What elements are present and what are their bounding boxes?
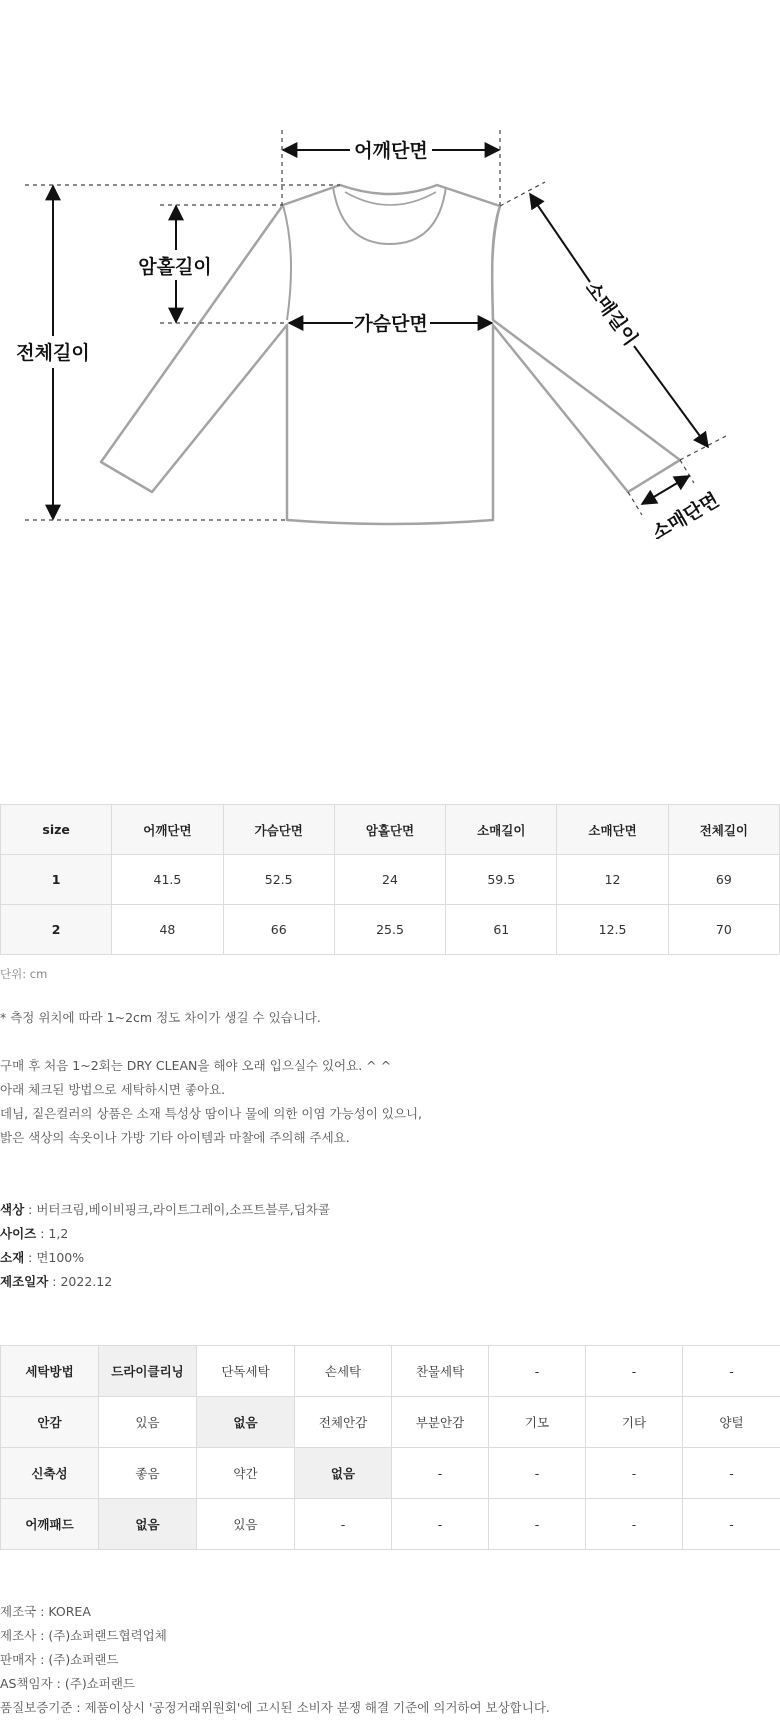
care-option-selected: 없음 xyxy=(295,1448,392,1499)
care-option: 있음 xyxy=(197,1499,295,1550)
sweater-outline xyxy=(101,185,680,524)
table-row xyxy=(1,1346,780,1397)
spec-value: : 버터크림,베이비핑크,라이트그레이,소프트블루,딥차콜 xyxy=(24,1202,330,1217)
care-option: - xyxy=(586,1499,683,1550)
care-note: 구매 후 처음 1~2회는 DRY CLEAN을 해야 오래 입으실수 있어요. ^ ^ xyxy=(0,1058,392,1073)
size-table-header: 암홀단면 xyxy=(334,805,445,855)
manufacturer-info xyxy=(0,1600,550,1720)
care-row-head: 세탁방법 xyxy=(1,1346,99,1397)
size-table-header: 소매길이 xyxy=(446,805,557,855)
size-table-header: 전체길이 xyxy=(668,805,779,855)
spec-material xyxy=(0,1246,330,1270)
table-cell: 70 xyxy=(668,905,779,955)
care-option: - xyxy=(489,1448,586,1499)
sleeve-length-label: 소매길이 xyxy=(580,277,642,350)
care-option: - xyxy=(295,1499,392,1550)
spec-label: 소재 xyxy=(0,1250,25,1265)
care-option: 부분안감 xyxy=(392,1397,489,1448)
notes-section xyxy=(0,1006,780,1150)
care-option: 단독세탁 xyxy=(197,1346,295,1397)
size-table-header: size xyxy=(1,805,112,855)
care-option: 양털 xyxy=(683,1397,780,1448)
care-option: 기모 xyxy=(489,1397,586,1448)
care-option: 좋음 xyxy=(99,1448,197,1499)
spec-date xyxy=(0,1270,330,1294)
garment-diagram xyxy=(0,120,780,620)
care-option: 약간 xyxy=(197,1448,295,1499)
spec-color xyxy=(0,1198,330,1222)
care-table xyxy=(0,1345,780,1550)
maker-country: 제조국 : KOREA xyxy=(0,1604,91,1619)
care-option: 기타 xyxy=(586,1397,683,1448)
care-option: - xyxy=(683,1346,780,1397)
care-option: - xyxy=(683,1448,780,1499)
total-length-label: 전체길이 xyxy=(16,342,90,364)
care-option: - xyxy=(586,1448,683,1499)
care-option: 찬물세탁 xyxy=(392,1346,489,1397)
care-note: 아래 체크된 방법으로 세탁하시면 좋아요. xyxy=(0,1082,226,1097)
size-cell: 2 xyxy=(1,905,112,955)
armhole-length-label: 암홀길이 xyxy=(138,256,212,278)
size-table-header: 소매단면 xyxy=(557,805,668,855)
size-cell: 1 xyxy=(1,855,112,905)
size-measurement-diagram xyxy=(0,120,780,620)
maker-seller: 판매자 : (주)쇼퍼랜드 xyxy=(0,1652,119,1667)
table-cell: 52.5 xyxy=(223,855,334,905)
shoulder-width-label: 어깨단면 xyxy=(354,140,428,162)
spec-value: : 1,2 xyxy=(36,1226,69,1241)
care-note: 밝은 색상의 속옷이나 가방 기타 아이템과 마찰에 주의해 주세요. xyxy=(0,1130,350,1145)
unit-note: 단위: cm xyxy=(0,967,48,981)
table-cell: 59.5 xyxy=(446,855,557,905)
table-cell: 24 xyxy=(334,855,445,905)
spec-value: : 면100% xyxy=(24,1250,85,1265)
table-cell: 25.5 xyxy=(334,905,445,955)
maker-as: AS책임자 : (주)쇼퍼랜드 xyxy=(0,1676,135,1691)
care-option: - xyxy=(586,1346,683,1397)
care-option: 전체안감 xyxy=(295,1397,392,1448)
product-specs xyxy=(0,1198,330,1294)
maker-warranty: 품질보증기준 : 제품이상시 '공정거래위원회'에 고시된 소비자 분쟁 해결 기준에 의거하여 보상합니다. xyxy=(0,1700,550,1715)
table-cell: 66 xyxy=(223,905,334,955)
size-table-header-row xyxy=(1,805,780,855)
care-row-head: 안감 xyxy=(1,1397,99,1448)
size-table-header: 어깨단면 xyxy=(112,805,223,855)
care-option-selected: 드라이클리닝 xyxy=(99,1346,197,1397)
care-row-head: 어깨패드 xyxy=(1,1499,99,1550)
care-option-selected: 없음 xyxy=(99,1499,197,1550)
care-option: 손세탁 xyxy=(295,1346,392,1397)
spec-label: 사이즈 xyxy=(0,1226,37,1241)
spec-value: : 2022.12 xyxy=(48,1274,113,1289)
table-row xyxy=(1,855,780,905)
chest-width-label: 가슴단면 xyxy=(354,313,428,335)
care-option: - xyxy=(683,1499,780,1550)
care-option: 있음 xyxy=(99,1397,197,1448)
sleeve-width-label: 소매단면 xyxy=(648,488,723,545)
spec-label: 색상 xyxy=(0,1202,25,1217)
spec-size xyxy=(0,1222,330,1246)
table-cell: 48 xyxy=(112,905,223,955)
maker-manufacturer: 제조사 : (주)쇼퍼랜드협력업체 xyxy=(0,1628,167,1643)
care-option: - xyxy=(392,1499,489,1550)
care-option: - xyxy=(392,1448,489,1499)
table-cell: 41.5 xyxy=(112,855,223,905)
care-option: - xyxy=(489,1346,586,1397)
size-table xyxy=(0,804,780,955)
care-row-head: 신축성 xyxy=(1,1448,99,1499)
size-table-header: 가슴단면 xyxy=(223,805,334,855)
table-cell: 61 xyxy=(446,905,557,955)
table-row xyxy=(1,1499,780,1550)
measure-note: * 측정 위치에 따라 1~2cm 정도 차이가 생길 수 있습니다. xyxy=(0,1010,321,1025)
care-option: - xyxy=(489,1499,586,1550)
table-cell: 69 xyxy=(668,855,779,905)
table-row xyxy=(1,1448,780,1499)
table-row xyxy=(1,905,780,955)
care-option-selected: 없음 xyxy=(197,1397,295,1448)
table-cell: 12 xyxy=(557,855,668,905)
spec-label: 제조일자 xyxy=(0,1274,49,1289)
table-cell: 12.5 xyxy=(557,905,668,955)
care-note: 데님, 짙은컬러의 상품은 소재 특성상 땀이나 물에 의한 이염 가능성이 있으니, xyxy=(0,1106,423,1121)
table-row xyxy=(1,1397,780,1448)
